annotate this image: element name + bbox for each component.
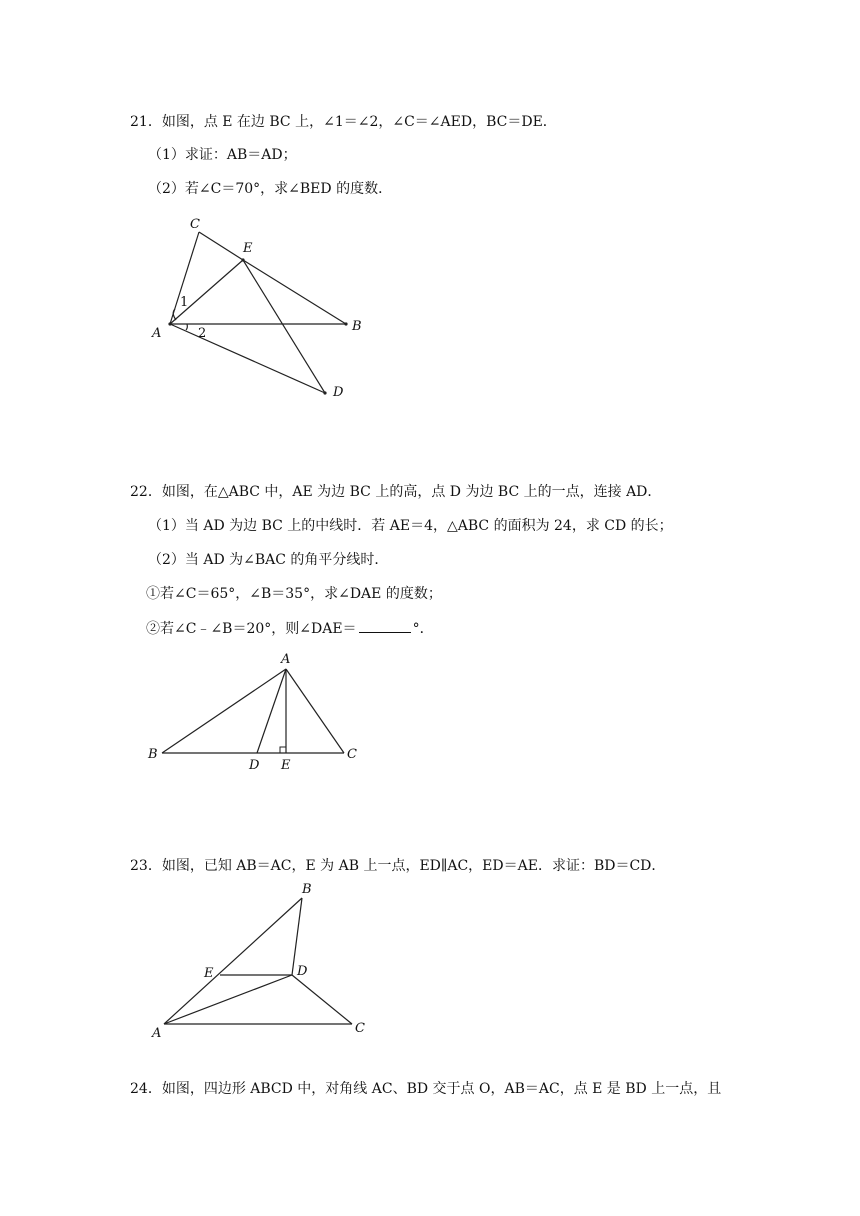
q21-stem: 21．如图，点 E 在边 BC 上，∠1＝∠2，∠C＝∠AED，BC＝DE．: [130, 114, 557, 130]
point-D: [323, 391, 326, 394]
segment-AD: [170, 324, 325, 393]
label-E: E: [204, 966, 214, 981]
q22-item2: [146, 620, 434, 638]
point-E: [241, 258, 244, 261]
label-D: D: [297, 964, 308, 979]
segment-DC: [292, 975, 352, 1024]
segment-AC: [286, 669, 344, 753]
segment-EB: [243, 260, 346, 324]
label-C: C: [190, 217, 200, 232]
segment-AB: [162, 669, 286, 753]
label-C: C: [347, 747, 357, 762]
q24-stem: 24．如图，四边形 ABCD 中，对角线 AC、BD 交于点 O，AB＝AC，点 E 是 BD 上一点，且: [130, 1081, 722, 1097]
segment-AD: [164, 975, 292, 1024]
q21-figure: [140, 210, 380, 405]
point-B: [344, 322, 347, 325]
label-angle-2: 2: [198, 326, 207, 341]
label-B: B: [302, 882, 312, 897]
q21-part1: （1）求证：AB＝AD；: [148, 147, 297, 163]
q22-part2: （2）当 AD 为∠BAC 的角平分线时．: [148, 552, 389, 568]
label-A: A: [281, 652, 291, 667]
q23-figure: [140, 875, 380, 1045]
angle-mark-2: [186, 324, 187, 330]
q22-item1: ①若∠C＝65°，∠B＝35°，求∠DAE 的度数；: [146, 586, 442, 602]
answer-blank: [359, 620, 411, 633]
segment-AD: [257, 669, 286, 753]
label-C: C: [355, 1021, 365, 1036]
right-angle-mark: [280, 747, 286, 753]
label-B: B: [352, 319, 362, 334]
label-D: D: [249, 758, 260, 773]
q22-item2-text: ②若∠C﹣∠B＝20°，则∠DAE＝: [146, 621, 357, 637]
label-D: D: [333, 385, 344, 400]
segment-ED: [243, 260, 325, 393]
label-A: A: [152, 326, 162, 341]
q22-figure: [140, 645, 380, 775]
segment-AE: [170, 260, 243, 324]
q22-part1: （1）当 AD 为边 BC 上的中线时．若 AE＝4，△ABC 的面积为 24，求 CD 的长；: [148, 518, 673, 534]
label-E: E: [281, 758, 291, 773]
label-A: A: [152, 1026, 162, 1041]
label-E: E: [243, 241, 253, 256]
q21-part2: （2）若∠C＝70°，求∠BED 的度数．: [148, 181, 393, 197]
segment-AB: [164, 898, 302, 1024]
label-angle-1: 1: [180, 295, 189, 310]
q22-item2-unit: °．: [412, 621, 434, 637]
segment-CE: [199, 232, 243, 260]
label-B: B: [148, 747, 158, 762]
q23-stem: 23．如图，已知 AB＝AC，E 为 AB 上一点，ED∥AC，ED＝AE．求证：BD＝CD．: [130, 858, 666, 874]
point-A: [168, 322, 171, 325]
q22-stem: 22．如图，在△ABC 中，AE 为边 BC 上的高，点 D 为边 BC 上的一点，连接 AD．: [130, 484, 662, 500]
